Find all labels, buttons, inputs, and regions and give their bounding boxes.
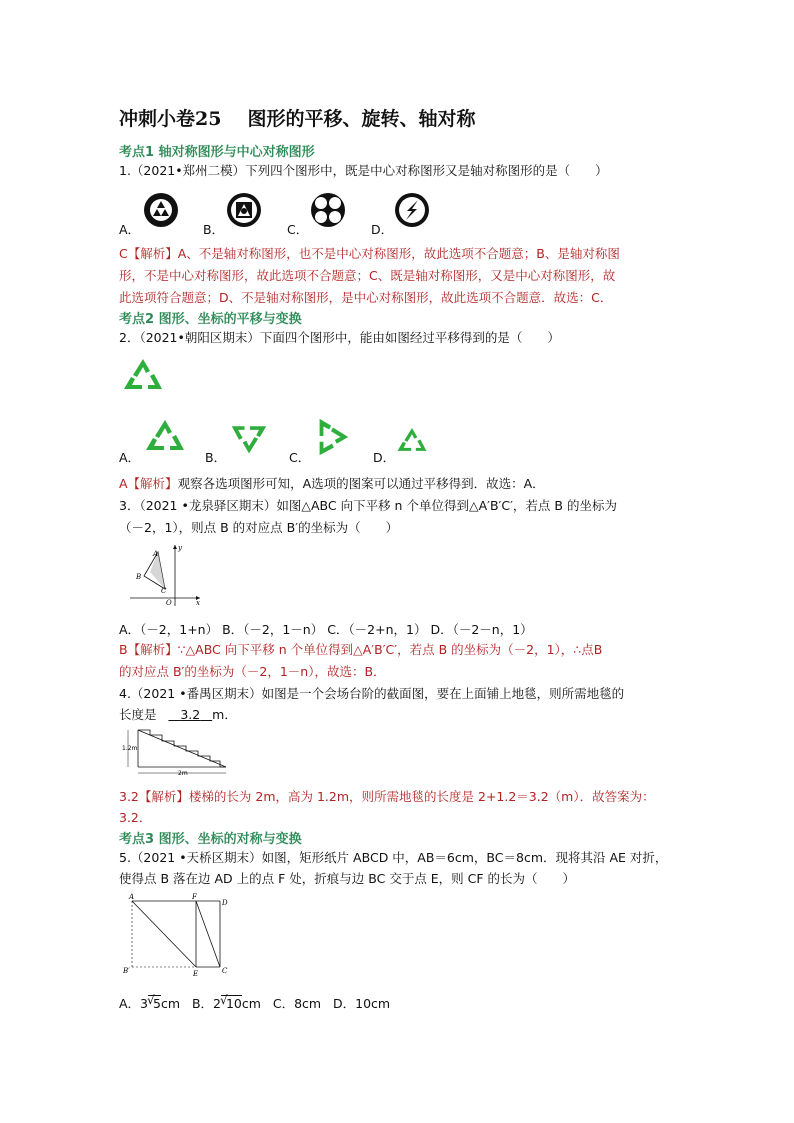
q5-stem-line-1: 5.（2021 •天桥区期末）如图，矩形纸片 ABCD 中，AB＝6cm，BC＝8cm．现将其沿 AE 对折，	[119, 850, 668, 865]
q5-options	[119, 994, 390, 1012]
q2-option-c-recycle-icon	[312, 418, 352, 456]
q1-option-d-label: D．	[371, 222, 394, 237]
q5-label-c: C	[222, 967, 228, 975]
q3-coordinate-figure	[128, 542, 206, 608]
q1-answer-label: C【解析】	[119, 246, 178, 261]
q4-blank-answer: 3.2	[180, 707, 201, 722]
q4-answer-label: 3.2【解析】	[119, 789, 189, 804]
q5-option-c: C．8cm	[272, 996, 322, 1011]
q2-answer-text: 观察各选项图形可知，A选项的图案可以通过平移得到．故选：A．	[177, 476, 545, 491]
q2-option-a-label: A．	[119, 450, 141, 465]
q1-answer-line-3: 此选项符合题意；D、不是轴对称图形，是中心对称图形，故此选项不合题意．故选：C．	[119, 290, 613, 305]
q3-answer-text-1: ∵△ABC 向下平移 n 个单位得到△A′B′C′，若点 B 的坐标为（－2，1），∴点B	[177, 642, 603, 657]
q4-width-label: 2m	[178, 770, 188, 777]
q5-label-b: B′	[123, 967, 130, 975]
q1-option-c-icon	[310, 192, 346, 228]
q2-option-b-recycle-icon	[230, 420, 268, 456]
q5-option-b-unit: cm	[241, 996, 261, 1011]
q2-answer-label: A【解析】	[119, 476, 178, 491]
q2-option-b-label: B．	[205, 450, 227, 465]
q5-option-b: B．2	[191, 996, 221, 1011]
q3-answer-label: B【解析】	[119, 642, 178, 657]
q2-option-a-recycle-icon	[144, 418, 186, 456]
q1-option-a-label: A．	[119, 222, 141, 237]
q2-option-d-recycle-icon	[396, 426, 428, 456]
q2-answer-line	[119, 474, 545, 492]
q2-reference-recycle-icon	[122, 357, 164, 395]
page-title	[119, 104, 475, 131]
section-3-heading: 考点3 图形、坐标的对称与变换	[119, 832, 302, 847]
q2-option-c-label: C．	[289, 450, 311, 465]
title-prefix: 冲刺小卷25	[119, 108, 222, 130]
section-1-heading: 考点1 轴对称图形与中心对称图形	[119, 145, 315, 160]
q4-height-label: 1.2m	[122, 745, 138, 752]
q1-stem: 1.（2021•郑州二模）下列四个图形中，既是中心对称图形又是轴对称图形的是（ ）	[119, 163, 608, 178]
q4-answer-text-1: 楼梯的长为 2m，高为 1.2m，则所需地毯的长度是 2+1.2＝3.2（m）．故答案为：	[188, 789, 655, 804]
q2-stem: 2．（2021•朝阳区期末）下面四个图形中，能由如图经过平移得到的是（ ）	[119, 330, 560, 345]
q1-option-a-icon	[143, 192, 179, 228]
title-main: 图形的平移、旋转、轴对称	[247, 108, 476, 130]
q5-option-d: D．10cm	[333, 996, 391, 1011]
q4-stem-suffix: m．	[212, 707, 237, 722]
q5-label-d: D	[222, 899, 228, 907]
q4-stem-line-2	[119, 705, 237, 723]
q5-rectangle-figure	[120, 893, 232, 979]
q1-answer-text-1: A、不是轴对称图形，也不是中心对称图形，故此选项不合题意；B、是轴对称图	[177, 246, 620, 261]
q5-label-e: E	[193, 970, 199, 978]
q3-label-o: O	[166, 599, 172, 607]
q1-option-c-label: C．	[287, 222, 309, 237]
q4-answer-line-1	[119, 787, 655, 805]
q5-stem-line-2: 使得点 B 落在边 AD 上的点 F 处，折痕与边 BC 交于点 E，则 CF 的长为（ ）	[119, 871, 576, 886]
q5-label-a: A	[129, 893, 135, 901]
section-2-heading: 考点2 图形、坐标的平移与变换	[119, 312, 302, 327]
q3-label-x: x	[196, 599, 200, 607]
q5-option-a: A．3	[119, 996, 149, 1011]
q1-answer-line-1	[119, 244, 620, 262]
q3-options: A．（－2，1+n） B．（－2，1－n） C．（－2+n，1） D．（－2－n，1）	[119, 622, 533, 637]
q3-label-b: B	[136, 573, 142, 581]
q1-option-b-label: B．	[203, 222, 225, 237]
q2-option-d-label: D．	[373, 450, 396, 465]
q5-label-f: F	[192, 893, 197, 901]
q4-answer-line-2: 3.2．	[119, 810, 152, 825]
q3-stem-line-2: （－2，1），则点 B 的对应点 B′的坐标为（ ）	[119, 520, 399, 535]
q3-answer-line-1	[119, 640, 602, 658]
q4-stair-figure	[122, 727, 230, 777]
q3-stem-line-1: 3．（2021 •龙泉驿区期末）如图△ABC 向下平移 n 个单位得到△A′B′C′，若点 B 的坐标为	[119, 498, 617, 513]
q1-answer-line-2: 形，不是中心对称图形，故此选项不合题意；C、既是轴对称图形，又是中心对称图形，故	[119, 268, 616, 283]
q5-option-a-unit: cm	[160, 996, 181, 1011]
q4-stem-line-1: 4.（2021 •番禺区期末）如图是一个会场台阶的截面图，要在上面铺上地毯，则所需地毯的	[119, 686, 625, 701]
q3-answer-line-2: 的对应点 B′的坐标为（－2，1－n），故选：B．	[119, 664, 386, 679]
q5-option-a-radical: √ 5	[147, 993, 161, 1011]
q1-option-d-icon	[394, 192, 430, 228]
q5-option-b-radical: √ 10	[219, 993, 242, 1011]
q3-label-y: y	[178, 544, 182, 552]
q3-label-c: C	[161, 587, 167, 595]
q1-option-b-icon	[226, 192, 262, 228]
q3-label-a: A	[153, 550, 159, 558]
q4-stem-prefix: 长度是	[119, 707, 157, 722]
